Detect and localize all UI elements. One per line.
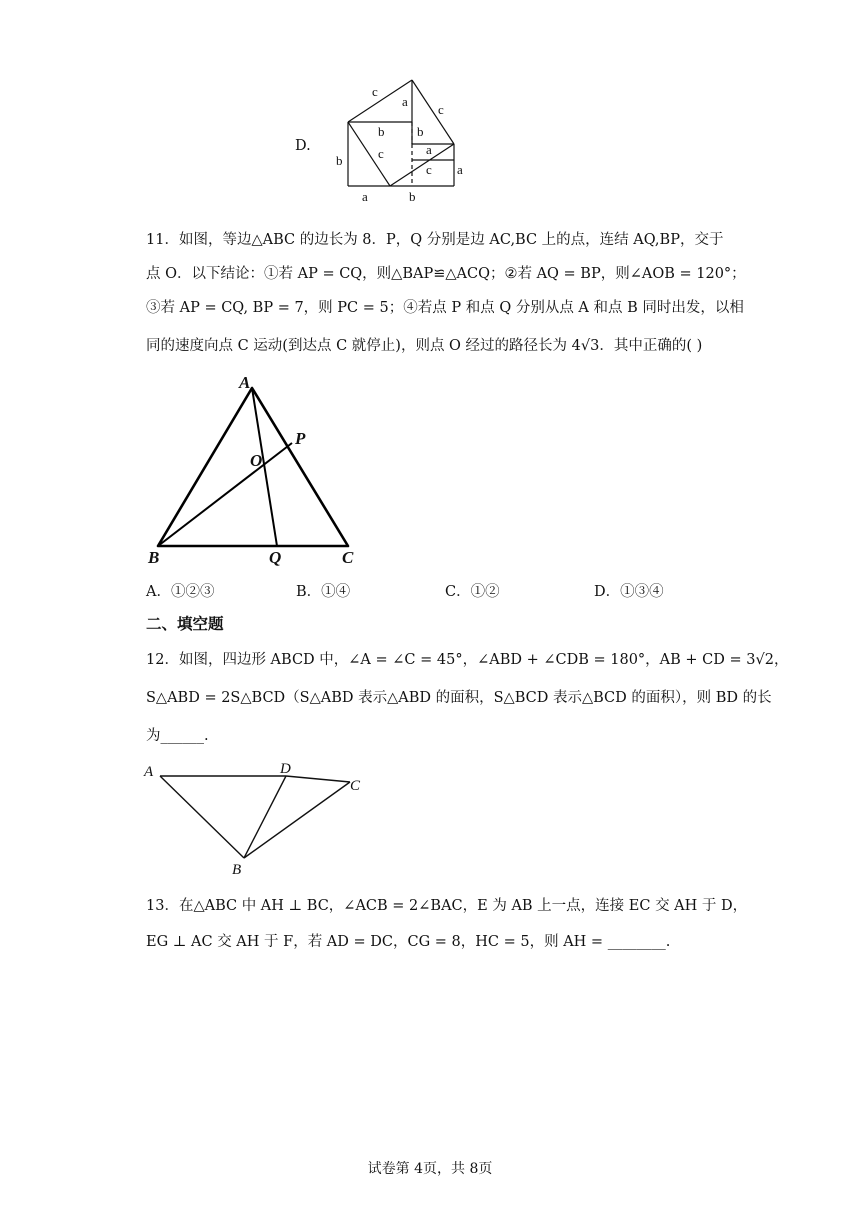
q11-line3: ③若 AP = CQ, BP = 7，则 PC = 5；④若点 P 和点 Q 分别从点 A 和点 B 同时出发，以相 — [146, 300, 744, 316]
section-title: 二、填空题 — [146, 615, 224, 633]
label-b1: b — [378, 124, 385, 139]
label-a4: a — [362, 189, 368, 204]
fig11-label-B: B — [148, 548, 160, 567]
label-c3: c — [378, 146, 384, 161]
q11-triangle-figure — [140, 370, 370, 570]
fig11-label-Q: Q — [269, 548, 282, 567]
label-a1: a — [402, 94, 408, 109]
page-footer: 试卷第 4页，共 8页 — [367, 1161, 493, 1177]
q11-line4: 同的速度向点 C 运动(到达点 C 就停止)，则点 O 经过的路径长为 4√3．其中正确的( ) — [146, 338, 703, 354]
fig12-label-D: D — [280, 761, 291, 777]
fig11-label-O: O — [250, 451, 263, 470]
q12-quadrilateral-figure — [140, 758, 380, 878]
q11-line1: 11．如图，等边△ABC 的边长为 8．P，Q 分别是边 AC,BC 上的点，连结 AQ,BP，交于 — [146, 232, 724, 248]
q12-line2: S△ABD = 2S△BCD（S△ABD 表示△ABD 的面积，S△BCD 表示△BCD 的面积），则 BD 的长 — [146, 690, 772, 706]
fig11-label-P: P — [295, 429, 306, 448]
fig11-label-C: C — [342, 548, 354, 567]
q12-line3: 为______. — [146, 728, 209, 744]
label-b4: b — [409, 189, 416, 204]
q11-option-c — [445, 580, 500, 601]
q11-option-b — [296, 580, 350, 601]
q12-line1: 12．如图，四边形 ABCD 中，∠A = ∠C = 45°，∠ABD + ∠CDB = 180°，AB + CD = 3√2， — [146, 652, 789, 668]
q13-line2: EG ⊥ AC 交 AH 于 F，若 AD = DC，CG = 8，HC = 5，则 AH = ________. — [146, 934, 671, 950]
label-a2: a — [426, 142, 432, 157]
label-c2: c — [438, 102, 444, 117]
option-letter: D． — [594, 584, 621, 600]
fig12-label-A: A — [144, 764, 154, 780]
label-b3: b — [336, 153, 343, 168]
option-text: ①③④ — [620, 584, 664, 600]
fig12-label-B: B — [232, 862, 242, 878]
option-letter: A． — [146, 584, 171, 600]
q11-option-a — [146, 580, 214, 601]
label-a3: a — [457, 162, 463, 177]
option-d-letter: D. — [295, 138, 311, 154]
option-text: ①④ — [321, 584, 351, 600]
option-letter: B． — [296, 584, 322, 600]
option-letter: C． — [445, 584, 471, 600]
label-c1: c — [372, 84, 378, 99]
q11-option-d — [594, 580, 664, 601]
label-c4: c — [426, 162, 432, 177]
label-b2: b — [417, 124, 424, 139]
option-text: ①②③ — [170, 584, 215, 600]
fig12-label-C: C — [350, 778, 361, 794]
option-text: ①② — [470, 584, 500, 600]
option-d-figure — [320, 70, 480, 210]
fig11-label-A: A — [239, 373, 251, 392]
q13-line1: 13．在△ABC 中 AH ⊥ BC，∠ACB = 2∠BAC，E 为 AB 上一点，连接 EC 交 AH 于 D， — [146, 898, 748, 914]
q11-line2: 点 O．以下结论：①若 AP = CQ，则△BAP≌△ACQ；②若 AQ = BP，则∠AOB = 120°； — [146, 266, 746, 282]
